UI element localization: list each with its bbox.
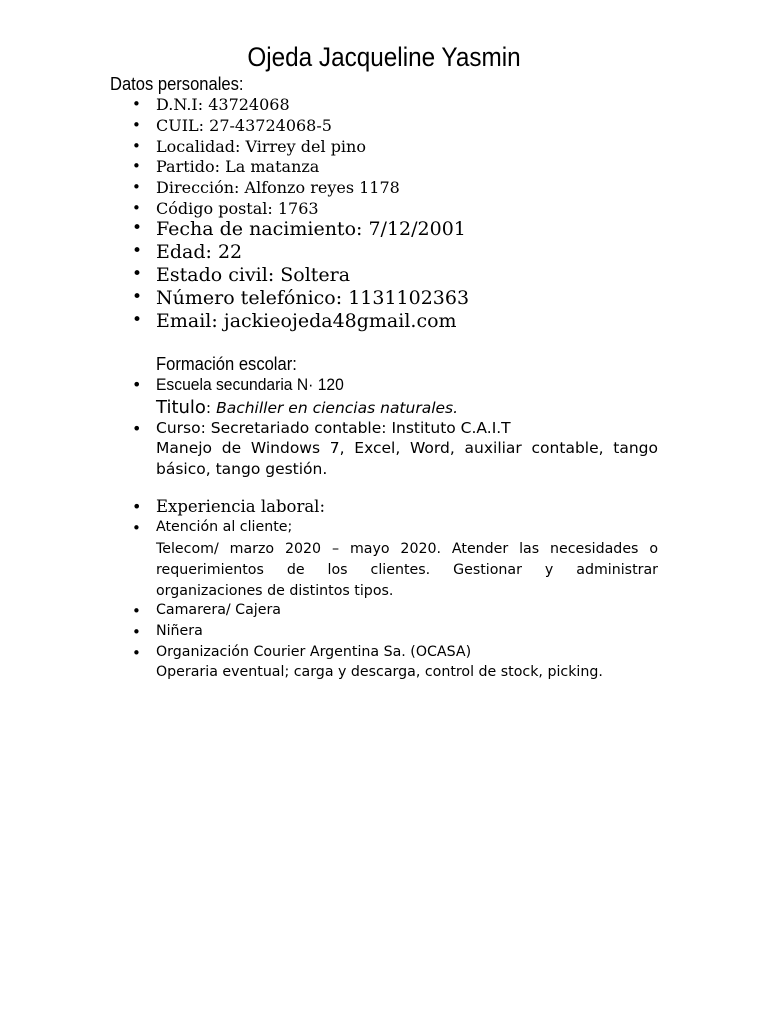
experience-detail: Operaria eventual; carga y descarga, control de stock, picking. xyxy=(156,664,603,680)
document-title: Ojeda Jacqueline Yasmin xyxy=(247,42,521,72)
degree-line: Titulo: Bachiller en ciencias naturales. xyxy=(156,397,459,418)
education-heading: Formación escolar: xyxy=(156,354,297,374)
personal-data-heading: Datos personales: xyxy=(110,74,244,94)
experience-detail: Telecom/ marzo 2020 – mayo 2020. Atender las necesidades o requerimientos de los clientes. Gestionar y administrar organizaciones de distintos tipos. xyxy=(156,541,658,599)
document-page: Ojeda Jacqueline Yasmin Datos personales: • D.N.I: 43724068 • CUIL: 27-43724068-5 • Localidad: Virrey del pino • Partido: La matanza • Dirección: Alfonzo reyes 1178 • Código postal: 1763 • Fecha de nacimiento: 7/12/2001 • Edad: 22 • Estado civil: Soltera • Número telefónico: 1131102363 • Email: jackieojeda48gmail.com Formación escolar: • Escuela secundaria N· 120 Titulo: Bachiller en ciencias naturales. • Curso: Secretariado contable: Instituto C.A.I.T Manejo de Windows 7, Excel, Word, auxiliar contable, tango básico, tango gestión. • Experiencia laboral: • Atención al cliente; Telecom/ marzo 2020 – mayo 2020. Atender las necesidades o requerimientos de los clientes. Gestionar y administrar organizaciones de distintos tipos. • Camarera/ Cajera • Niñera • Organización Courier Argentina Sa. (OCASA) Operaria eventual; carga y descarga, control de stock, picking. xyxy=(0,0,768,1024)
course-detail: Manejo de Windows 7, Excel, Word, auxiliar contable, tango básico, tango gestión. xyxy=(156,439,658,478)
